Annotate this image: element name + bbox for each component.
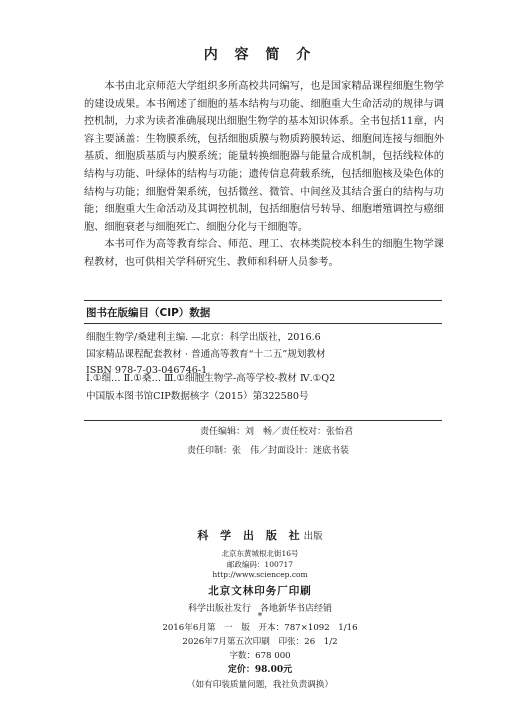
publisher-name (0, 527, 520, 543)
publisher-postcode: 邮政编码：100717 (226, 560, 294, 569)
page-title: 内 容 简 介 (203, 47, 317, 63)
cip-classification: Ⅰ.①细… Ⅱ.①桑… Ⅲ.①细胞生物学-高等学校-教材 Ⅳ.①Q2 (86, 373, 336, 384)
cip-line-series: 国家精品课程配套教材 · 普通高等教育“十二五”规划教材 (86, 348, 326, 360)
price: 定价：98.00元 (227, 665, 293, 675)
publisher-suffix: 出版 (303, 531, 323, 542)
publisher-logo-text: 科 学 出 版 社 (197, 529, 304, 542)
cip-top-rule (84, 300, 442, 301)
word-count: 字数：678 000 (229, 651, 291, 661)
edition-info: 2016年6月第 一 版 开本：787×1092 1/16 (162, 623, 358, 633)
printing-info: 2026年7月第五次印刷 印张：26 1/2 (182, 637, 338, 647)
quality-note: （如有印装质量问题，我社负责调换） (186, 680, 334, 690)
production-credits: 责任印制：张 伟／封面设计：迷底书装 (187, 446, 350, 456)
distribution-info: 科学出版社发行 各地新华书店经销 (187, 604, 332, 614)
cip-heading: 图书在版编目（CIP）数据 (86, 307, 211, 319)
cip-heading-rule (84, 323, 442, 324)
editor-credits: 责任编辑：刘 畅／责任校对：张怡君 (200, 427, 354, 437)
separator-star: * (257, 612, 263, 622)
summary-paragraph-1: 本书由北京师范大学组织多所高校共同编写，也是国家精品课程细胞生物学的建设成果。本书阐述了细胞的基本结构与功能、细胞重大生命活动的规律与调控机制，力求为读者准确展现出细胞生物学的基本知识体系。全书包括11章，内容主要涵盖：生物膜系统，包括细胞质膜与物质跨膜转运、细胞间连接与细胞外基质、细胞质基质与内膜系统；能量转换细胞器与能量合成机制，包括线粒体的结构与功能、叶绿体的结构与功能；遗传信息荷载系统，包括细胞核及染色体的结构与功能；细胞骨架系统，包括微丝、微管、中间丝及其结合蛋白的结构与功能；细胞重大生命活动及其调控机制，包括细胞信号转导、细胞增殖调控与癌细胞、细胞衰老与细胞死亡、细胞分化与干细胞等。 (84, 81, 444, 233)
cip-bottom-rule (84, 420, 442, 421)
cip-line-isbn: ISBN 978-7-03-046746-1 (86, 365, 208, 376)
publisher-website: http://www.sciencep.com (212, 570, 308, 579)
cip-record-number: 中国版本图书馆CIP数据核字（2015）第322580号 (86, 391, 309, 402)
cip-line-title: 细胞生物学/桑建利主编. —北京：科学出版社，2016.6 (86, 332, 321, 343)
summary-paragraph-2: 本书可作为高等教育综合、师范、理工、农林类院校本科生的细胞生物学课程教材，也可供相关学科研究生、教师和科研人员参考。 (84, 239, 444, 268)
summary-text (84, 78, 444, 272)
publisher-address: 北京东黄城根北街16号 (221, 549, 299, 558)
printer-name: 北京文林印务厂印刷 (208, 585, 312, 597)
